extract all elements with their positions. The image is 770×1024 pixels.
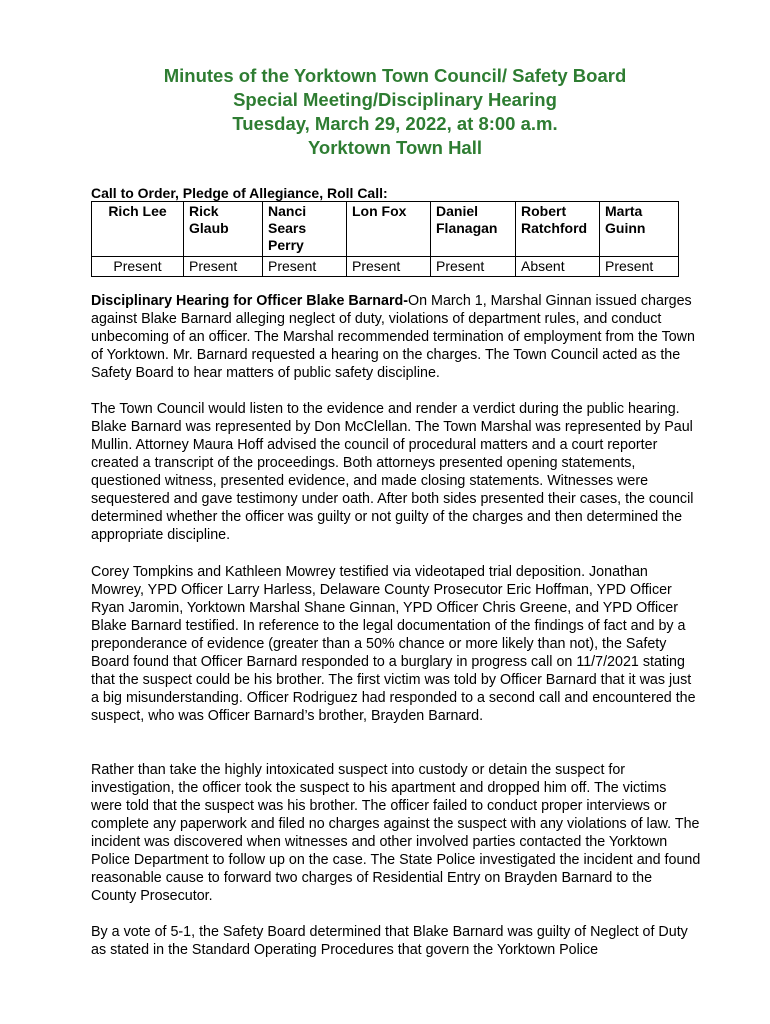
member-name-robert-ratchford: Robert Ratchford [516,202,600,257]
member-status-marta-guinn: Present [600,257,679,277]
document-title [0,64,770,160]
member-status-rich-lee: Present [92,257,184,277]
paragraph-testimony-findings: Corey Tompkins and Kathleen Mowrey testified via videotaped trial deposition. Jonathan Mowrey, YPD Officer Larry Harless, Delaware County Prosecutor Eric Hoffman, YPD Officer Ryan Jaromin, Yorktown Marshal Shane Ginnan, YPD Officer Chris Greene, and YPD Officer Blake Barnard testified. In reference to the legal documentation of the findings of fact and by a preponderance of evidence (greater than a 50% chance or more likely than not), the Safety Board found that Officer Barnard responded to a burglary in progress call on 11/7/2021 stating that the suspect could be his brother. The first victim was told by Officer Barnard that it was just a big misunderstanding. Officer Rodriguez had responded to a second call and encountered the suspect, who was Officer Barnard’s brother, Brayden Barnard. [91,564,696,724]
title-line-4: Yorktown Town Hall [307,137,483,158]
member-status-lon-fox: Present [347,257,431,277]
member-name-lon-fox: Lon Fox [347,202,431,257]
member-name-nanci-sears-perry: Nanci Sears Perry [263,202,347,257]
member-status-robert-ratchford: Absent [516,257,600,277]
roll-call-status-row [92,257,679,277]
paragraph-lead-heading: Disciplinary Hearing for Officer Blake Barnard- [91,293,409,309]
roll-call-names-row [92,202,679,257]
paragraph-disciplinary-hearing [91,292,701,382]
paragraph-hearing-procedure: The Town Council would listen to the evidence and render a verdict during the public hearing. Blake Barnard was represented by Don McClellan. The Town Marshal was represented by Paul Mullin. Attorney Maura Hoff advised the council of procedural matters and a court reporter created a transcript of the proceedings. Both attorneys presented opening statements, questioned witness, presented evidence, and made closing statements. Witnesses were sequestered and gave testimony under oath. After both sides presented their cases, the council determined whether the officer was guilty or not guilty of the charges and then determined the appropriate discipline. [91,401,694,543]
paragraph-vote-result: By a vote of 5-1, the Safety Board determined that Blake Barnard was guilty of Neglect of Duty as stated in the Standard Operating Procedures that govern the Yorktown Police [91,924,688,958]
paragraph-incident-details: Rather than take the highly intoxicated suspect into custody or detain the suspect for investigation, the officer took the suspect to his apartment and dropped him off. The victims were told that the suspect was his brother. The officer failed to conduct proper interviews or complete any paperwork and filed no charges against the suspect with any violations of law. The incident was discovered when witnesses and other involved parties contacted the Yorktown Police Department to follow up on the case. The State Police investigated the incident and found reasonable cause to forward two charges of Residential Entry on Brayden Barnard to the County Prosecutor. [91,762,701,904]
roll-call-heading: Call to Order, Pledge of Allegiance, Roll Call: [91,185,388,201]
member-status-rick-glaub: Present [184,257,263,277]
member-name-rich-lee: Rich Lee [92,202,184,257]
title-line-1: Minutes of the Yorktown Town Council/ Safety Board [163,65,627,86]
roll-call-table [91,201,679,277]
member-status-daniel-flanagan: Present [431,257,516,277]
member-name-rick-glaub: Rick Glaub [184,202,263,257]
title-line-3: Tuesday, March 29, 2022, at 8:00 a.m. [232,113,558,134]
member-name-marta-guinn: Marta Guinn [600,202,679,257]
member-name-daniel-flanagan: Daniel Flanagan [431,202,516,257]
title-line-2: Special Meeting/Disciplinary Hearing [233,89,557,110]
member-status-nanci-sears-perry: Present [263,257,347,277]
paragraph-1-text: On March 1, Marshal Ginnan issued charges against Blake Barnard alleging neglect of duty, violations of department rules, and conduct unbecoming of an officer. The Marshal recommended termination of employment from the Town of Yorktown. Mr. Barnard requested a hearing on the charges. The Town Council acted as the Safety Board to hear matters of public safety discipline. [91,293,695,381]
